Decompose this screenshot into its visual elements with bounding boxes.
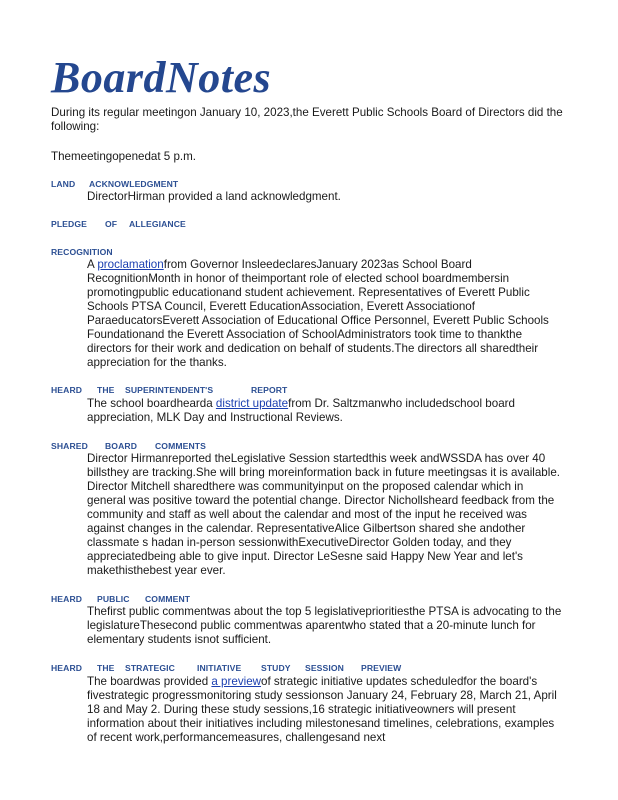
public-comment-text: Thefirst public commentwas about the top 5 legislativeprioritiesthe PTSA is advocating to the legislatureThesecond public commentwas aparentwho stated that a 20-minute lunch for elementary students isnot sufficient. bbox=[87, 605, 562, 646]
intro-paragraph: During its regular meetingon January 10, 2023,the Everett Public Schools Board of Directors did the following: bbox=[51, 106, 563, 133]
board-comments-text: Director Hirmanreported theLegislative Session startedthis week andWSSDA has over 40 billsthey are tracking.She will bring moreinformation back in future meetingsas it is available. Director Mitchell sharedthere was communityinput on the proposed calendar which in general was positive toward the potential change. Director Nichollsheard feedback from the community and staff as well about the calendar and most of the input he received was against changes in the calendar. RepresentativeAlice Gilbertson shared she andother classmate s hadan in-person sessionwithExecutiveDirector Golden today, and they appreciatedbeing able to give input. Director LeSesne said Happy New Year and let's makethisthebest year ever. bbox=[87, 452, 560, 577]
land-acknowledgment-text: DirectorHirman provided a land acknowledgment. bbox=[87, 190, 341, 203]
recognition-text: A proclamationfrom Governor InsleedeclaresJanuary 2023as School Board RecognitionMonth in honor of theimportant role of elected school boardmembersin promotingpublic educationand student achievement. Representatives of Everett Public Schools PTSA Council, Everett EducationAssociation, Everett Associationof ParaeducatorsEverett Association of Educational Office Personnel, Everett Public Schools Foundationand the Everett Association of SchoolAdministrators took time to thankthe directors for their work and dedication on behalf of students.The directors all sharedtheir appreciation for the thanks. bbox=[87, 258, 549, 369]
masthead-title: BoardNotes bbox=[51, 53, 272, 102]
meeting-opened-text: Themeetingopenedat 5 p.m. bbox=[51, 150, 197, 163]
section-heading-pledge: PLEDGE OF ALLEGIANCE bbox=[51, 219, 186, 229]
district-update-link[interactable]: district update bbox=[215, 397, 289, 410]
proclamation-link[interactable]: proclamation bbox=[97, 258, 164, 271]
section-heading-board-comments: SHARED BOARD COMMENTS bbox=[51, 441, 206, 451]
section-heading-public-comment: HEARD PUBLIC COMMENT bbox=[51, 594, 191, 604]
section-heading-strategic-preview: HEARD THE STRATEGIC INITIATIVE STUDY SESSION PREVIEW bbox=[51, 663, 402, 673]
strategic-preview-text: The boardwas provided a previewof strategic initiative updates scheduledfor the board's fivestrategic progressmonitoring study sessionson January 24, February 28, March 21, April 18 and May 2. During these study sessions,16 strategic initiativeowners will present information about their initiatives including milestonesand timelines, celebrations, examples of recent work,performancemeasures, challengesand next bbox=[87, 675, 557, 744]
section-heading-recognition: RECOGNITION bbox=[51, 247, 113, 257]
section-heading-land-acknowledgment: LAND ACKNOWLEDGMENT bbox=[51, 179, 179, 189]
section-heading-superintendent-report: HEARD THE SUPERINTENDENT'S REPORT bbox=[51, 385, 288, 395]
superintendent-report-text: The school boardhearda district updatefrom Dr. Saltzmanwho includedschool board appreciation, MLK Day and Instructional Reviews. bbox=[87, 397, 515, 424]
preview-link[interactable]: a preview bbox=[211, 675, 262, 688]
